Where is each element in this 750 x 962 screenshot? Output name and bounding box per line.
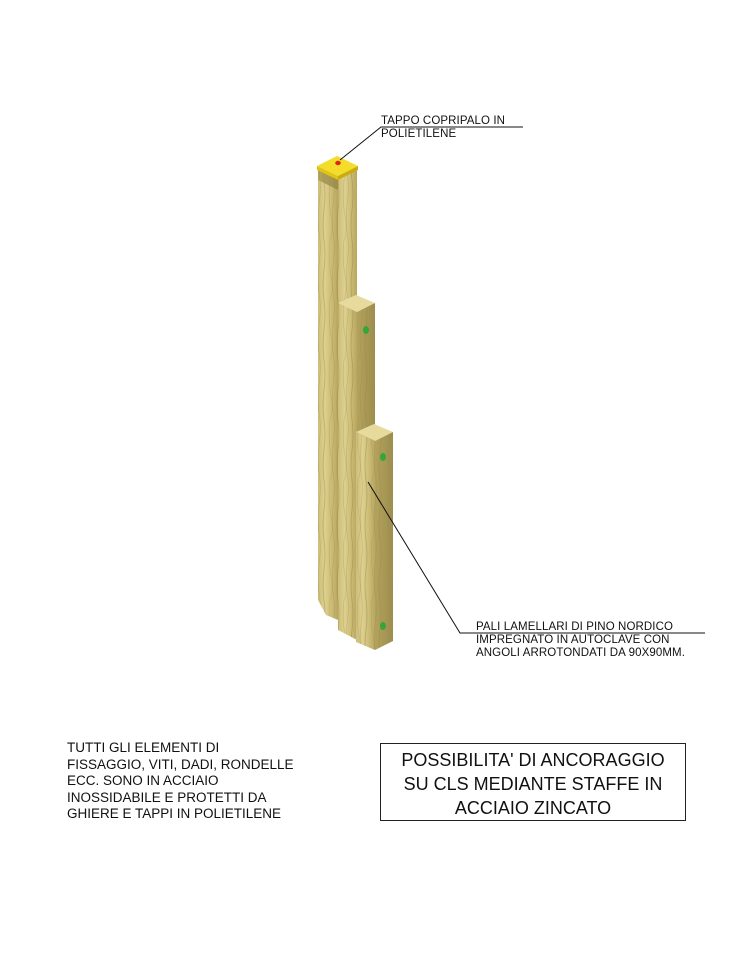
anchor-line: SU CLS MEDIANTE STAFFE IN [403, 774, 663, 794]
note-line: FISSAGGIO, VITI, DADI, RONDELLE [67, 756, 294, 772]
cap-label [381, 115, 505, 141]
cap-label-line: TAPPO COPRIPALO IN [381, 115, 506, 127]
bolt-icon [380, 453, 386, 461]
bolt-icon [363, 326, 369, 334]
note-line: INOSSIDABILE E PROTETTI DA [67, 789, 267, 805]
anchoring-box [380, 743, 686, 821]
bolt-icon [380, 622, 386, 630]
cap-dot-icon [335, 161, 341, 165]
poles-label-line: ANGOLI ARROTONDATI DA 90X90MM. [476, 647, 685, 659]
short-pole [356, 424, 393, 650]
poles-label [476, 621, 685, 660]
leader-lines [340, 127, 705, 633]
note-line: TUTTI GLI ELEMENTI DI [67, 740, 220, 755]
poles-label-line: PALI LAMELLARI DI PINO NORDICO [476, 621, 674, 633]
cap-label-line: POLIETILENE [381, 128, 457, 140]
note-line: ECC. SONO IN ACCIAIO [67, 773, 219, 788]
anchor-line: POSSIBILITA' DI ANCORAGGIO [401, 750, 665, 770]
note-line: GHIERE E TAPPI IN POLIETILENE [67, 806, 282, 821]
anchor-line: ACCIAIO ZINCATO [454, 798, 612, 818]
poles-label-line: IMPREGNATO IN AUTOCLAVE CON [476, 634, 670, 646]
fixing-note [67, 740, 294, 823]
